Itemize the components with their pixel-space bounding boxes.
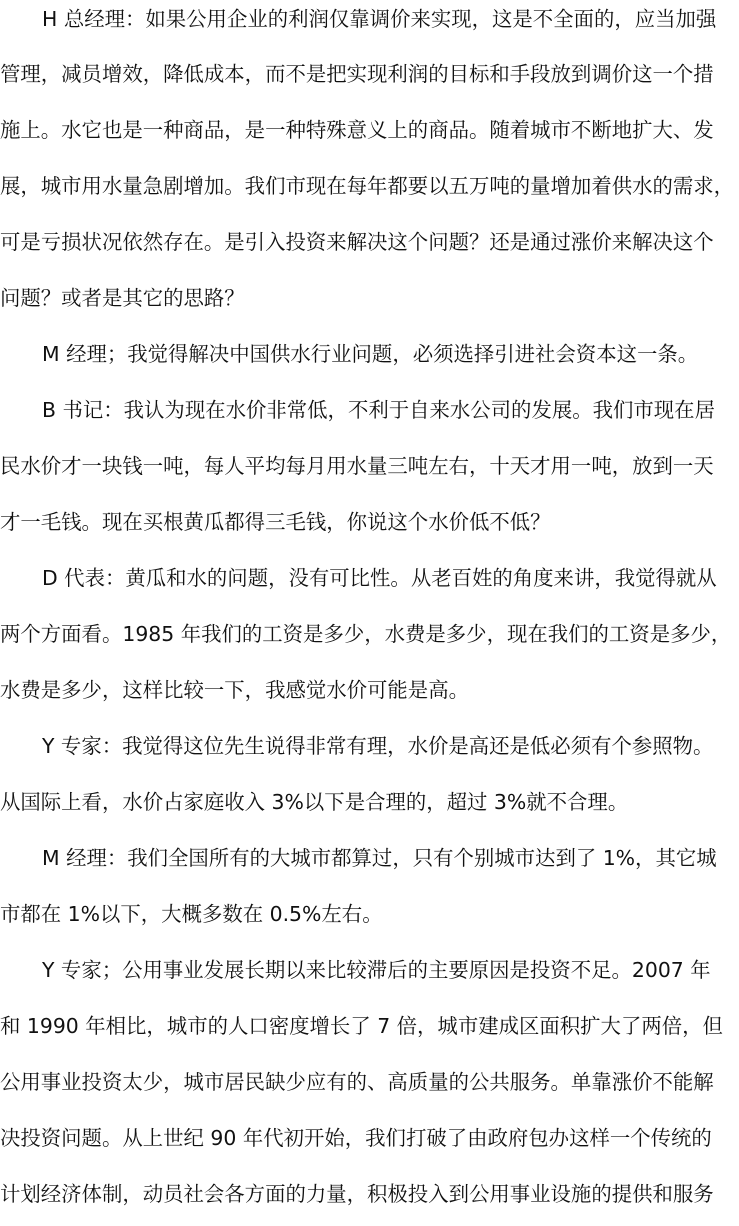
text-line: M 经理；我觉得解决中国供水行业问题，必须选择引进社会资本这一条。 — [42, 342, 699, 366]
text-line: D 代表：黄瓜和水的问题，没有可比性。从老百姓的角度来讲，我觉得就从 — [42, 566, 717, 590]
text-line: 公用事业投资太少，城市居民缺少应有的、高质量的公共服务。单靠涨价不能解 — [0, 1070, 714, 1094]
text-line: 和 1990 年相比，城市的人口密度增长了 7 倍，城市建成区面积扩大了两倍，但 — [0, 1014, 723, 1038]
text-line: 两个方面看。1985 年我们的工资是多少，水费是多少，现在我们的工资是多少， — [0, 622, 732, 646]
text-line: 问题？或者是其它的思路？ — [0, 286, 245, 310]
text-line: Y 专家：我觉得这位先生说得非常有理，水价是高还是低必须有个参照物。 — [42, 734, 714, 758]
text-line: 施上。水它也是一种商品，是一种特殊意义上的商品。随着城市不断地扩大、发 — [0, 118, 714, 142]
text-line: 才一毛钱。现在买根黄瓜都得三毛钱，你说这个水价低不低？ — [0, 510, 551, 534]
text-line: H 总经理：如果公用企业的利润仅靠调价来实现，这是不全面的，应当加强 — [42, 7, 717, 31]
text-line: 展，城市用水量急剧增加。我们市现在每年都要以五万吨的量增加着供水的需求， — [0, 174, 735, 198]
text-line: B 书记：我认为现在水价非常低，不利于自来水公司的发展。我们市现在居 — [42, 398, 715, 422]
text-line: 民水价才一块钱一吨，每人平均每月用水量三吨左右，十天才用一吨，放到一天 — [0, 454, 714, 478]
text-line: M 经理：我们全国所有的大城市都算过，只有个别城市达到了 1%，其它城 — [42, 846, 717, 870]
text-line: 从国际上看，水价占家庭收入 3%以下是合理的，超过 3%就不合理。 — [0, 790, 629, 814]
text-line: 可是亏损状况依然存在。是引入投资来解决这个问题？还是通过涨价来解决这个 — [0, 230, 714, 254]
text-line: 市都在 1%以下，大概多数在 0.5%左右。 — [0, 902, 383, 926]
text-line: 水费是多少，这样比较一下，我感觉水价可能是高。 — [0, 678, 469, 702]
text-line: Y 专家；公用事业发展长期以来比较滞后的主要原因是投资不足。2007 年 — [42, 958, 711, 982]
text-line: 决投资问题。从上世纪 90 年代初开始，我们打破了由政府包办这样一个传统的 — [0, 1126, 712, 1150]
text-line: 计划经济体制，动员社会各方面的力量，积极投入到公用事业设施的提供和服务 — [0, 1182, 714, 1206]
text-line: 管理，减员增效，降低成本，而不是把实现利润的目标和手段放到调价这一个措 — [0, 62, 714, 86]
